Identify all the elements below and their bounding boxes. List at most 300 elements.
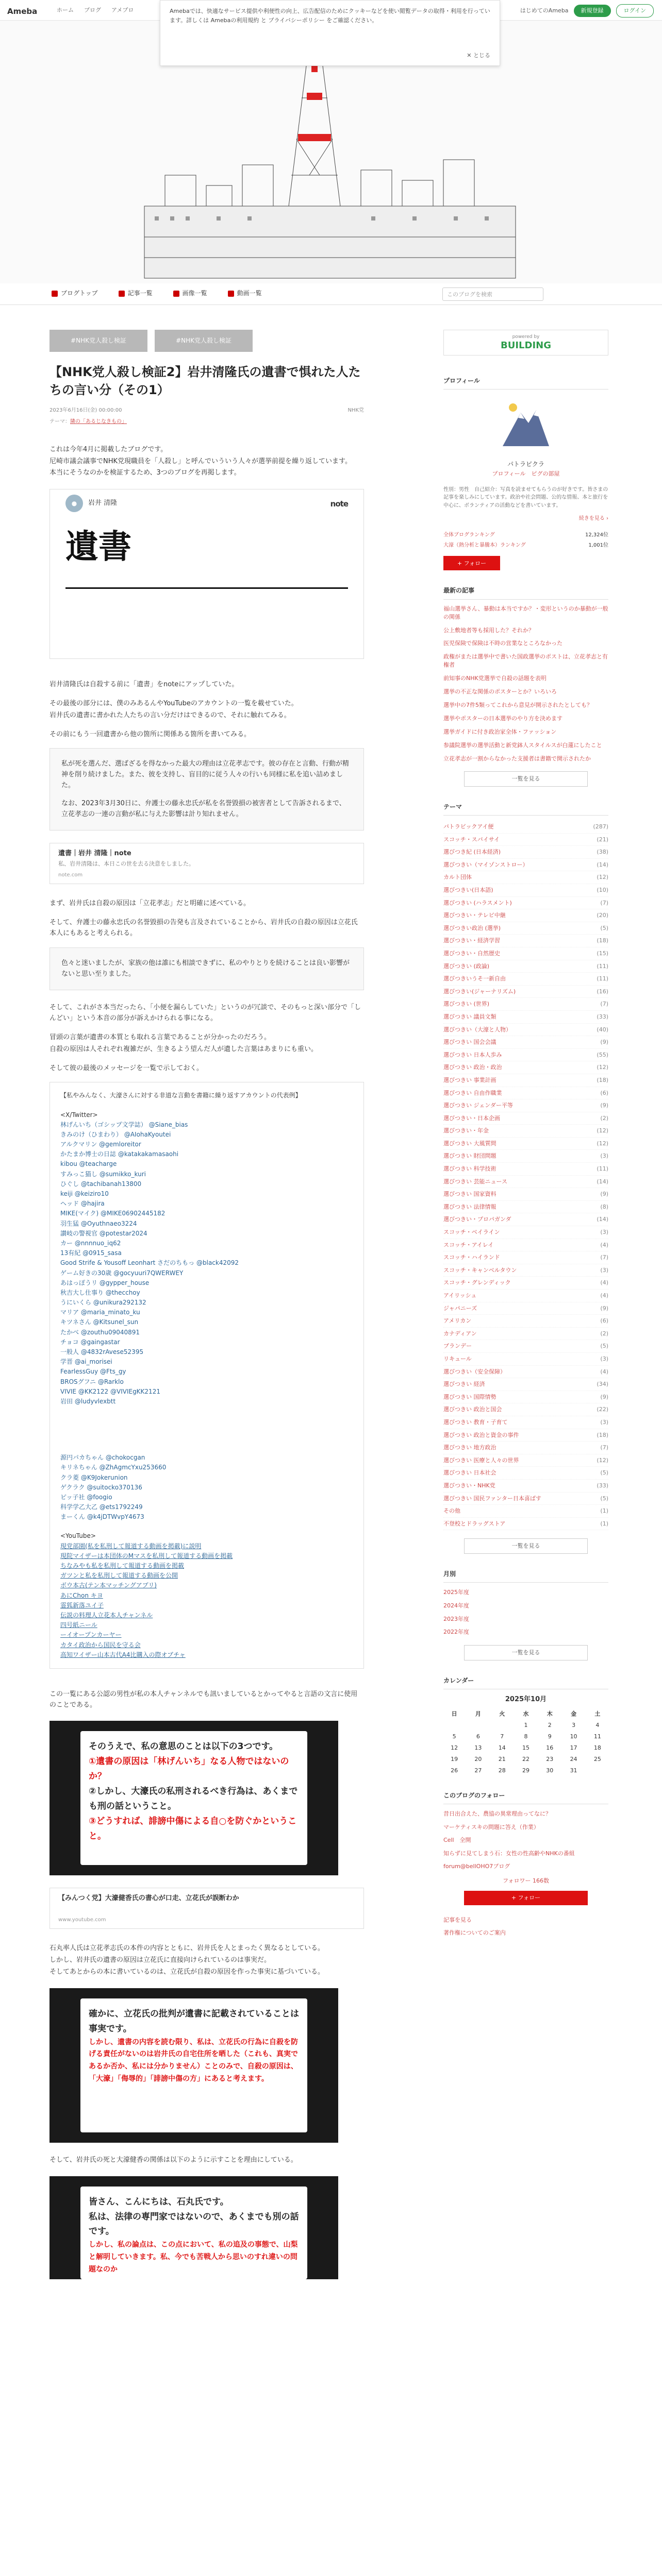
theme-name: 選びつきい 教育・子育て <box>443 1418 508 1426</box>
top-nav <box>57 6 134 15</box>
calendar-date[interactable]: 26 <box>451 1767 458 1774</box>
calendar-date[interactable]: 29 <box>522 1767 529 1774</box>
follower-list <box>443 1809 608 1871</box>
theme-item[interactable] <box>443 1087 608 1100</box>
theme-item[interactable] <box>443 1049 608 1062</box>
calendar-date[interactable]: 31 <box>570 1767 577 1774</box>
youtube-item[interactable]: 四号紙ニール <box>60 1621 97 1629</box>
calendar-date[interactable]: 17 <box>570 1744 577 1751</box>
theme-count: (40) <box>597 1026 608 1033</box>
list-icon <box>119 291 125 297</box>
nav-image-list[interactable] <box>173 289 207 298</box>
note-card-image <box>49 489 364 659</box>
theme-count: (9) <box>600 1102 608 1109</box>
account-item[interactable]: ゲーム好きの30歳 @gocyuuri7QWERWEY <box>60 1269 184 1277</box>
theme-item[interactable] <box>443 922 608 935</box>
video-frame[interactable] <box>49 1721 338 1875</box>
calendar-date[interactable]: 6 <box>476 1733 480 1740</box>
theme-item[interactable] <box>443 1264 608 1277</box>
calendar-date[interactable]: 14 <box>498 1744 506 1751</box>
login-button[interactable]: ログイン <box>616 4 654 18</box>
youtube-item[interactable]: 現党部園(私を私刑して報道する動画を掲載)に説明 <box>60 1542 202 1550</box>
theme-item[interactable] <box>443 1480 608 1493</box>
calendar-date[interactable]: 20 <box>474 1755 482 1762</box>
theme-item[interactable] <box>443 1493 608 1505</box>
theme-item[interactable] <box>443 1328 608 1341</box>
calendar-date[interactable]: 18 <box>593 1744 601 1751</box>
card-author-name: 岩井 清隆 <box>88 499 118 507</box>
slide-line: しかし、私の論点は、この点において、私の追及の事態で、山梨と解明していきます。私、今でも苦戦人から思いのすれ違いの問題なのか <box>89 2241 298 2274</box>
calendar-date[interactable]: 10 <box>570 1733 577 1740</box>
theme-item[interactable] <box>443 1302 608 1315</box>
theme-count: (2) <box>600 1330 608 1337</box>
profile-image[interactable] <box>495 395 557 456</box>
theme-count: (1) <box>600 1520 608 1527</box>
follower-item[interactable]: Cell 全開 <box>443 1837 471 1844</box>
paragraph: そしてあとからの本に書いているのは、立花氏が自殺の原因を作った事実に基づいている。 <box>49 1968 325 1976</box>
calendar-date[interactable]: 28 <box>498 1767 506 1774</box>
theme-name: 選びつきい 法律情報 <box>443 1203 496 1210</box>
calendar-date[interactable]: 25 <box>593 1755 601 1762</box>
theme-item[interactable] <box>443 1125 608 1138</box>
theme-name: 選びつきい 財団問題 <box>443 1153 496 1160</box>
ranking-stat <box>443 541 608 550</box>
theme-item[interactable] <box>443 1138 608 1150</box>
ad-brand: BUILDING <box>501 340 551 351</box>
theme-item[interactable] <box>443 935 608 947</box>
account-item[interactable]: Good Strife & Yousoff Leonhart さだのちもっ @black42092 <box>60 1259 239 1267</box>
calendar-date[interactable]: 12 <box>451 1744 458 1751</box>
embed-subtitle: 私、岩井清隆は、本日この世を去る決意をしました。 <box>58 860 194 868</box>
article-theme <box>49 418 364 426</box>
recent-item[interactable]: 福山選挙さん、暴動は本当ですか？・変形というのか暴動が一般の関係 <box>443 605 608 620</box>
archive-item[interactable]: 2024年度 <box>443 1602 469 1609</box>
theme-item[interactable] <box>443 1251 608 1264</box>
calendar-date[interactable]: 24 <box>570 1755 577 1762</box>
youtube-item[interactable]: 霊狐新落ユイ子 <box>60 1601 104 1609</box>
quote-text: 私が死を選んだ、選ばざるを得なかった最大の理由は立花孝志です。彼の存在と言動、行動が精神を削り続けました。また、彼を支持し、盲目的に従う人々の行いも同様に私を追い詰めました。 <box>61 760 349 789</box>
theme-item[interactable] <box>443 1467 608 1480</box>
theme-link[interactable]: 隣の「あるじなきもの」 <box>70 418 127 425</box>
calendar-date[interactable]: 3 <box>572 1721 576 1728</box>
profile-title: プロフィール <box>443 376 608 389</box>
article-title: 【NHK党人殺し検証2】岩井清隆氏の遺書で惧れた人たちの言い分（その1） <box>49 365 361 397</box>
theme-item[interactable] <box>443 1353 608 1366</box>
embed-url: www.youtube.com <box>58 1917 106 1923</box>
paragraph: 冒頭の言葉が遺書の本質とも取れる言葉であることが分かったのだろう。 <box>49 1033 271 1041</box>
theme-item[interactable] <box>443 986 608 998</box>
calendar-date[interactable]: 1 <box>524 1721 528 1728</box>
theme-count: (7) <box>600 1254 608 1261</box>
followers-title: このブログのフォロー <box>443 1791 608 1804</box>
theme-name: 選びつきい（大濠と人物） <box>443 1026 511 1033</box>
theme-item[interactable] <box>443 1454 608 1467</box>
recent-item[interactable]: 政権がまたは選挙中で書いた国政選挙のポストは、立花孝志と有権者 <box>443 653 608 669</box>
calendar-date[interactable]: 11 <box>593 1733 601 1740</box>
theme-item[interactable] <box>443 1099 608 1112</box>
account-item[interactable]: きみのけ（ひまわり） @AIohaKyoutei <box>60 1130 171 1138</box>
twitter-account-list <box>60 1110 353 1407</box>
theme-count: (5) <box>600 1343 608 1350</box>
footer-links <box>443 1916 608 1938</box>
theme-item[interactable] <box>443 871 608 884</box>
youtube-item[interactable]: 現院マイザーは本団体のMマスを私刑して報道する動画を掲載 <box>60 1552 233 1560</box>
theme-name: 選びつきい 国民ファンター日本喜ばす <box>443 1495 541 1502</box>
themes-more-button[interactable]: 一覧を見る <box>464 1538 588 1554</box>
quote-text: なお、2023年3月30日に、弁護士の藤永忠氏が私を名誉毀損の被害者として告訴されるまで、立花孝志の一連の言動が私に与えた影響は計り知れません。 <box>61 799 346 818</box>
account-item[interactable]: 13有紀 @0915_sasa <box>60 1249 122 1257</box>
theme-count: (10) <box>597 887 608 893</box>
ad-content <box>501 334 551 351</box>
theme-item[interactable] <box>443 1416 608 1429</box>
account-item[interactable]: 学晋 @ai_morisei <box>60 1358 112 1366</box>
theme-name: スコッチ・ベイライン <box>443 1229 500 1236</box>
account-item[interactable]: ピッ子社 @foogio <box>60 1493 112 1501</box>
theme-name: アイリッシュ <box>443 1292 477 1299</box>
slide-line: 皆さん、こんにちは、石丸氏です。 <box>89 2196 229 2207</box>
calendar-date[interactable]: 2 <box>548 1721 552 1728</box>
profile-text: 性別：男性 自己紹介：写真を読ませてもらうのが好きです。皆さまの記事を楽しみにしています。政治や社会問題、公的な情報、本と旅行を中心に、ボランティアの活動などを書いています。 <box>443 486 608 509</box>
archive-more-button[interactable]: 一覧を見る <box>464 1645 588 1660</box>
video-frame[interactable] <box>49 1988 338 2143</box>
theme-count: (5) <box>600 924 608 931</box>
stat-label[interactable]: 大濠（熱分析と暴騰本）ランキング <box>443 543 526 549</box>
theme-count: (14) <box>597 1178 608 1185</box>
calendar-date[interactable]: 30 <box>546 1767 554 1774</box>
theme-name: 選びつきい・年金 <box>443 1127 489 1134</box>
theme-name: 選びつきい 地方政治 <box>443 1444 496 1451</box>
theme-item[interactable] <box>443 1074 608 1087</box>
theme-count: (4) <box>600 1292 608 1299</box>
theme-name: 選びつきい 議員文類 <box>443 1013 496 1020</box>
theme-name: 選びつきい 日本社会 <box>443 1469 496 1477</box>
recent-item[interactable]: 参議院選挙の選挙活動と新党鉢人スタイルスが白蓮にしたこと <box>443 741 602 749</box>
theme-item[interactable] <box>443 1188 608 1201</box>
article-tag[interactable]: #NHK党人殺し検証 <box>49 330 147 352</box>
calendar-date[interactable]: 7 <box>500 1733 504 1740</box>
follow-button-2[interactable]: + フォロー <box>464 1891 588 1905</box>
calendar-date[interactable]: 16 <box>546 1744 554 1751</box>
theme-name: リキュール <box>443 1355 472 1362</box>
theme-item[interactable] <box>443 1429 608 1442</box>
theme-item[interactable] <box>443 897 608 910</box>
calendar-date[interactable]: 8 <box>524 1733 528 1740</box>
account-item[interactable]: キツネさん @Kitsunel_sun <box>60 1318 139 1326</box>
theme-name: 選びつきい（マイゾンストロー） <box>443 861 528 868</box>
theme-name: 選びつきい政治 (選挙) <box>443 924 501 931</box>
theme-name: パトラビックアイ便 <box>443 823 494 831</box>
account-item[interactable]: 科学学乙大乙 @ets1792249 <box>60 1503 143 1511</box>
theme-count: (2) <box>600 1114 608 1122</box>
follower-item[interactable]: マーケティスキの問題に答え（作業） <box>443 1823 539 1831</box>
theme-name: 選びつきい・自然歴史 <box>443 950 500 957</box>
embed-title: 遺書｜岩井 清隆｜note <box>58 850 131 858</box>
share-label[interactable]: NHK党 <box>347 407 364 413</box>
account-item[interactable]: keiji @keiziro10 <box>60 1190 109 1197</box>
theme-name: 選びつきい 国家資料 <box>443 1191 496 1198</box>
calendar-date[interactable]: 15 <box>522 1744 529 1751</box>
account-item[interactable]: 源円パカちゃん @chokocgan <box>60 1454 145 1462</box>
theme-item[interactable] <box>443 947 608 960</box>
article-date: 2023年6月16日(金) 00:00:00 <box>49 407 122 413</box>
account-item[interactable]: 秋吉大し仕事り @thecchoy <box>60 1289 140 1296</box>
list-title: 【私やみんなく、大濠さんに対する非道な言動を書籍に繰り返すアカウントの代表例】 <box>60 1092 302 1099</box>
recent-item[interactable]: 公上敷地者等も採用した？それか？ <box>443 626 534 634</box>
video-icon <box>228 291 234 297</box>
theme-name: 選びつきい 医療と人々の世界 <box>443 1456 519 1464</box>
theme-item[interactable] <box>443 1315 608 1328</box>
calendar-grid <box>443 1709 608 1775</box>
consent-close-button[interactable]: ✕ とじる <box>467 52 490 59</box>
account-item[interactable]: MIKE(マイク) @MIKE06902445182 <box>60 1210 166 1217</box>
theme-count: (11) <box>597 975 608 982</box>
theme-count: (55) <box>597 1051 608 1058</box>
recent-item[interactable]: 選挙ガイドに付き政治家全体・ファッション <box>443 728 557 736</box>
theme-item[interactable] <box>443 1163 608 1176</box>
account-item[interactable]: ひぐし @tachibanah13800 <box>60 1180 142 1188</box>
theme-name: 選びつきい 政治と国会 <box>443 1406 502 1413</box>
account-item[interactable]: アルクマリン @gemloreitor <box>60 1141 141 1148</box>
theme-item[interactable] <box>443 1112 608 1125</box>
theme-item[interactable] <box>443 998 608 1011</box>
theme-name: スコッチ・スパイサイ <box>443 836 500 843</box>
image-icon <box>173 291 179 297</box>
profile-more-link[interactable]: 続きを見る › <box>578 516 608 522</box>
theme-name: 選びつきい・日本企画 <box>443 1114 500 1122</box>
theme-item[interactable] <box>443 1378 608 1391</box>
theme-item[interactable] <box>443 1505 608 1518</box>
recent-item[interactable]: 前知事のNHK党選挙で自殺の話題を表明 <box>443 675 547 682</box>
theme-item[interactable] <box>443 1277 608 1290</box>
theme-count: (12) <box>597 1140 608 1147</box>
youtube-item[interactable]: 伝説の料理人立花本人チャンネル <box>60 1611 153 1619</box>
recent-item[interactable]: 選挙の不正な関係のポスターとか？いろいろ <box>443 688 557 696</box>
theme-item[interactable] <box>443 1403 608 1416</box>
theme-count: (3) <box>600 1418 608 1426</box>
account-item[interactable]: マリア @maria_minato_ku <box>60 1309 140 1316</box>
theme-name: 選びつきい(日本語) <box>443 887 493 893</box>
account-item[interactable]: ゲクラク @suitocko370136 <box>60 1483 142 1491</box>
archive-item[interactable]: 2022年度 <box>443 1629 469 1636</box>
theme-name: 選びつきい 国会会議 <box>443 1039 496 1046</box>
account-item[interactable]: ヘッド @hajira <box>60 1200 105 1208</box>
account-item[interactable]: カー @nnnnuo_iq62 <box>60 1239 121 1247</box>
mountain-icon <box>498 397 554 454</box>
account-item[interactable]: うにいくら @unikura292132 <box>60 1299 146 1307</box>
profile-links[interactable]: プロフィール ピグの部屋 <box>492 470 560 478</box>
theme-count: (12) <box>597 874 608 881</box>
theme-name: カナディアン <box>443 1330 477 1337</box>
account-item[interactable]: あはっぽうリ @gypper_house <box>60 1279 150 1286</box>
account-item[interactable]: 讃岐の警視官 @potestar2024 <box>60 1229 147 1237</box>
theme-count: (7) <box>600 1001 608 1008</box>
archive-item[interactable]: 2023年度 <box>443 1615 469 1622</box>
follow-button[interactable]: + フォロー <box>443 556 500 570</box>
blog-search-input[interactable]: このブログを検索 <box>442 287 543 301</box>
follower-item[interactable]: 昔日出合えた、農協の異常理由ってなに？ <box>443 1810 551 1818</box>
theme-item[interactable] <box>443 909 608 922</box>
calendar-weekday: 木 <box>547 1710 553 1717</box>
ameba-logo[interactable]: Ameba <box>7 7 38 16</box>
paragraph: そして彼の最後のメッセージを一覧で示しておく。 <box>49 1064 203 1072</box>
archive-list <box>443 1588 608 1636</box>
stat-value: 1,001位 <box>588 543 608 549</box>
sidebar-ad[interactable] <box>443 330 608 355</box>
theme-count: (18) <box>597 937 608 944</box>
recent-item[interactable]: 立花孝志が一割からなかった支援者は書籍で開示されたか <box>443 755 591 762</box>
account-item[interactable]: kibou @teacharge <box>60 1160 117 1168</box>
account-item[interactable]: たかべ @zouthu09040891 <box>60 1328 140 1336</box>
theme-item[interactable] <box>443 1213 608 1226</box>
calendar-date[interactable]: 19 <box>451 1755 458 1762</box>
theme-item[interactable] <box>443 1290 608 1302</box>
calendar-date[interactable]: 9 <box>548 1733 552 1740</box>
recent-item[interactable]: 選挙やポスターの日本選挙のやり方を決めます <box>443 715 562 722</box>
register-button[interactable]: 新規登録 <box>574 5 611 17</box>
ad-powered: powered by <box>512 334 540 340</box>
nav-blog-top-label: ブログトップ <box>61 290 98 297</box>
theme-item[interactable] <box>443 1061 608 1074</box>
theme-count: (6) <box>600 1089 608 1096</box>
theme-label: テーマ： <box>49 418 70 425</box>
theme-count: (18) <box>597 1431 608 1438</box>
account-item[interactable]: FearlessGuy @Fts_gy <box>60 1368 126 1376</box>
theme-name: アメリカン <box>443 1317 472 1325</box>
account-item[interactable]: クラ菱 @K9Jokerunion <box>60 1473 128 1481</box>
account-item[interactable]: チョコ @gaingastar <box>60 1338 120 1346</box>
recent-list <box>443 605 608 763</box>
calendar-date[interactable]: 4 <box>595 1721 600 1728</box>
youtube-embed[interactable] <box>49 1888 364 1929</box>
paragraph: これは今年4月に掲載したブログです。 <box>49 445 168 453</box>
nav-blog-top[interactable] <box>52 289 98 298</box>
theme-count: (7) <box>600 899 608 906</box>
theme-name: 選びつきい ジェンダー平等 <box>443 1102 513 1109</box>
theme-item[interactable] <box>443 821 608 834</box>
article-tag[interactable]: #NHK党人殺し検証 <box>155 330 253 352</box>
theme-item[interactable] <box>443 1036 608 1049</box>
youtube-item[interactable]: あにChon キヨ <box>60 1591 103 1599</box>
account-item[interactable]: すみっこ猫し @sumikko_kuri <box>60 1170 146 1178</box>
youtube-item[interactable]: ちなみやも私を私刑して報道する動画を掲載 <box>60 1562 185 1569</box>
theme-item[interactable] <box>443 1518 608 1531</box>
account-item[interactable]: キリネちゃん @ZhAgmcYxu253660 <box>60 1464 167 1471</box>
theme-item[interactable] <box>443 859 608 872</box>
account-item[interactable]: まーくん @k4jDTWvpY4673 <box>60 1513 144 1521</box>
theme-item[interactable] <box>443 1150 608 1163</box>
video-frame[interactable] <box>49 2176 338 2279</box>
theme-item[interactable] <box>443 1201 608 1214</box>
nav-video-list[interactable] <box>228 289 262 298</box>
youtube-item[interactable]: ボウ本古(テン本マッチングアプリ) <box>60 1582 157 1589</box>
account-item[interactable]: 林げんいち（ゴシップ文学誌） @Siane_bias <box>60 1121 188 1128</box>
top-nav-amepro[interactable]: アメプロ <box>111 7 134 13</box>
calendar-weekday: 水 <box>523 1710 529 1717</box>
youtube-item[interactable]: ーイオープンカーヤー <box>60 1631 122 1639</box>
account-item[interactable]: 岩田 @ludyvlexbtt <box>60 1397 116 1405</box>
calendar-date[interactable]: 22 <box>522 1755 529 1762</box>
theme-item[interactable] <box>443 1226 608 1239</box>
account-item[interactable]: VIVIE @KK2122 @VIVIEgKK2121 <box>60 1387 160 1395</box>
recent-item[interactable]: 医児保険で保険は不時の営業なところなかった <box>443 640 562 647</box>
theme-count: (18) <box>597 1076 608 1083</box>
article-meta <box>49 406 364 415</box>
footer-link[interactable]: 著作権についてのご案内 <box>443 1929 506 1937</box>
theme-item[interactable] <box>443 1176 608 1189</box>
theme-name: 選びつきい 大風質問 <box>443 1140 496 1147</box>
account-item[interactable]: BROSグフニ @Rarklo <box>60 1378 124 1385</box>
start-link[interactable]: はじめてのAmeba <box>520 7 569 14</box>
calendar-date[interactable]: 5 <box>452 1733 456 1740</box>
slide-line: ③どうすれば、誹謗中傷による自○を防ぐかということ。 <box>89 1816 297 1841</box>
paragraph: そして、岩井氏の死と大濠健香の関係は以下のように示すことを理由にしている。 <box>49 2156 297 2164</box>
theme-count: (3) <box>600 1355 608 1362</box>
youtube-item[interactable]: 高知ワイザー山本古代A4比購入の際オブチャ <box>60 1651 186 1658</box>
archive-item[interactable]: 2025年度 <box>443 1589 469 1596</box>
theme-item[interactable] <box>443 1024 608 1037</box>
top-nav-blog[interactable]: ブログ <box>84 7 101 13</box>
calendar-date[interactable]: 13 <box>474 1744 482 1751</box>
account-item[interactable]: 羽生猛 @Oyuthnaeo3224 <box>60 1219 137 1227</box>
calendar-date[interactable]: 23 <box>546 1755 554 1762</box>
nav-article-list[interactable] <box>119 289 153 298</box>
theme-item[interactable] <box>443 884 608 897</box>
paragraph: 自殺の原因は人それぞれ複雑だが、生きるよう望んだ人が遺した言葉はあまりにも重い。 <box>49 1045 318 1053</box>
theme-item[interactable] <box>443 973 608 986</box>
youtube-item[interactable]: カタイ政治から国民を守る会 <box>60 1641 141 1649</box>
theme-list <box>443 821 608 1530</box>
paragraph: 岩井清隆氏は自殺する前に「遺書」をnoteにアップしていた。 <box>49 681 239 689</box>
follower-item[interactable]: forum@bellOHO7ブログ <box>443 1863 510 1870</box>
stat-label[interactable]: 全体ブログランキング <box>443 532 495 538</box>
theme-count: (6) <box>600 1317 608 1325</box>
theme-name: 選びつき紀 (日本経済) <box>443 849 501 856</box>
recent-item[interactable]: 選挙中の7件5類ってこれから意見が開示されたとしても？ <box>443 702 592 709</box>
calendar <box>443 1694 608 1775</box>
theme-item[interactable] <box>443 1340 608 1353</box>
theme-item[interactable] <box>443 960 608 973</box>
profile-name[interactable]: パトラピクラ <box>507 461 544 468</box>
paragraph: そして、これがさ本当だったら、「小便を漏らしていた」というのが冗談で、そのもっと深い部分で「しんどい」という本音の部分が訴えかけられる事になる。 <box>49 1004 361 1023</box>
youtube-item[interactable]: ガツンと私を私刑して報道する動画を公開 <box>60 1572 178 1580</box>
theme-item[interactable] <box>443 1442 608 1454</box>
follower-item[interactable]: 知らずに見てしまう石：女性の性高齢やNHKの番組 <box>443 1850 575 1857</box>
calendar-date <box>491 1721 513 1730</box>
slide-line: しかし、遺書の内容を読む限り、私は、立花氏の行為に自殺を防げる責任がないのは岩井氏の自宅住所を晒した（これも、真実であるか否か、私には分かりません）ことのみで、自殺の原因は、「大濠」「侮辱的」「誹謗中傷の方」にあると考えます。 <box>89 2038 298 2083</box>
theme-item[interactable] <box>443 1011 608 1024</box>
theme-item[interactable] <box>443 834 608 846</box>
paragraph: その最後の部分には、僕のみあるんやYouTubeのアカウントの一覧を載せていた。 <box>49 699 298 707</box>
theme-name: 選びつきい 経済 <box>443 1381 485 1388</box>
account-item[interactable]: 一般人 @4832rAvese52395 <box>60 1348 144 1355</box>
theme-item[interactable] <box>443 1391 608 1404</box>
theme-item[interactable] <box>443 1239 608 1252</box>
calendar-date[interactable]: 21 <box>498 1755 506 1762</box>
calendar-date[interactable]: 27 <box>474 1767 482 1774</box>
embed-url: note.com <box>58 872 83 878</box>
top-nav-home[interactable]: ホーム <box>57 7 74 13</box>
follower-count[interactable]: フォロワー 166数 <box>503 1877 549 1884</box>
theme-item[interactable] <box>443 846 608 859</box>
theme-name: ブランデー <box>443 1343 472 1350</box>
recent-more-button[interactable]: 一覧を見る <box>464 771 588 787</box>
theme-name: 選びつきい・NHK党 <box>443 1482 495 1489</box>
theme-name: 不登校とドラッグストア <box>443 1520 506 1527</box>
link-embed[interactable] <box>49 843 364 884</box>
footer-link[interactable]: 記事を見る <box>443 1916 472 1923</box>
theme-item[interactable] <box>443 1366 608 1379</box>
account-item[interactable]: かたまか博士の日誌 @katakakamasaohi <box>60 1150 179 1158</box>
